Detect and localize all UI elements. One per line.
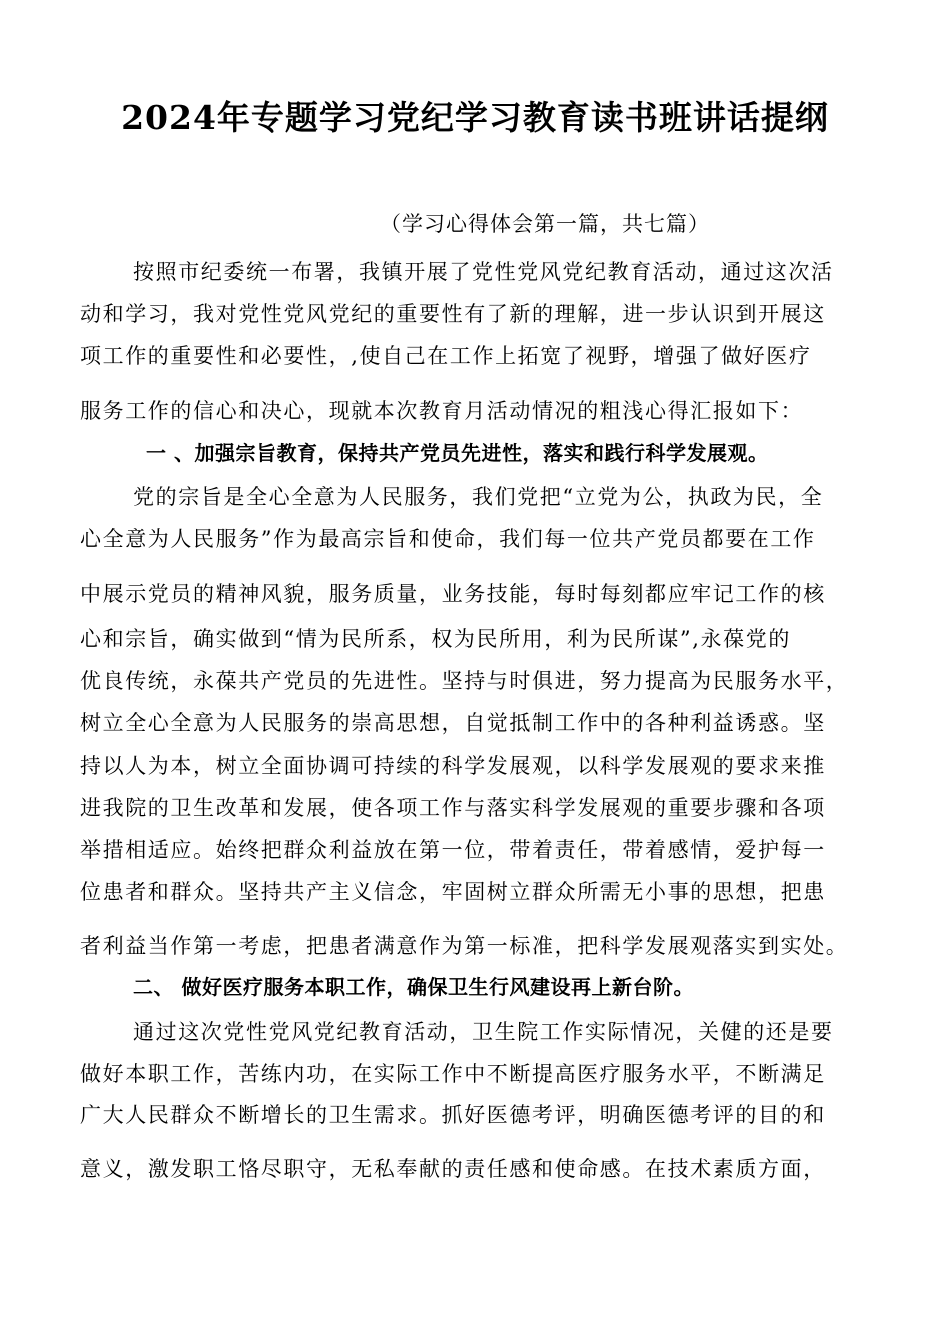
paragraph-line: 心全意为人民服务”作为最高宗旨和使命，我们每一位共产党员都要在工作	[80, 527, 816, 551]
intro-line: 项工作的重要性和必要性，,使自己在工作上拓宽了视野，增强了做好医疗	[80, 344, 812, 368]
paragraph-line: 心和宗旨，确实做到“情为民所系，权为民所用，利为民所谋”,永葆党的	[80, 627, 791, 651]
paragraph-line: 进我院的卫生改革和发展，使各项工作与落实科学发展观的重要步骤和各项	[80, 796, 826, 820]
intro-line: 按照市纪委统一布署，我镇开展了党性党风党纪教育活动，通过这次活	[133, 260, 834, 284]
paragraph-line: 广大人民群众不断增长的卫生需求。抓好医德考评，明确医德考评的目的和	[80, 1103, 826, 1127]
intro-line: 动和学习，我对党性党风党纪的重要性有了新的理解，进一步认识到开展这	[80, 302, 826, 326]
section-heading: 一 、加强宗旨教育，保持共产党员先进性，落实和践行科学发展观。	[146, 441, 769, 465]
paragraph-line: 树立全心全意为人民服务的崇高思想，自觉抵制工作中的各种利益诱惑。坚	[80, 711, 826, 735]
paragraph-line: 者利益当作第一考虑，把患者满意作为第一标准，把科学发展观落实到实处。	[80, 934, 849, 958]
intro-line: 服务工作的信心和决心，现就本次教育月活动情况的粗浅心得汇报如下：	[80, 399, 804, 423]
paragraph-line: 优良传统，永葆共产党员的先进性。坚持与时俱进，努力提高为民服务水平，	[80, 669, 849, 693]
paragraph-line: 举措相适应。始终把群众利益放在第一位，带着责任，带着感情，爱护每一	[80, 838, 826, 862]
paragraph-line: 意义，激发职工恪尽职守，无私奉献的责任感和使命感。在技术素质方面，	[80, 1157, 826, 1181]
paragraph-line: 党的宗旨是全心全意为人民服务，我们党把“立党为公，执政为民，全	[133, 485, 824, 509]
paragraph-line: 做好本职工作，苦练内功，在实际工作中不断提高医疗服务水平，不断满足	[80, 1062, 826, 1086]
paragraph-line: 位患者和群众。坚持共产主义信念，牢固树立群众所需无小事的思想，把患	[80, 880, 826, 904]
paragraph-line: 通过这次党性党风党纪教育活动，卫生院工作实际情况，关健的还是要	[133, 1020, 834, 1044]
document-subtitle: （学习心得体会第一篇，共七篇）	[380, 212, 710, 236]
paragraph-line: 持以人为本，树立全面协调可持续的科学发展观，以科学发展观的要求来推	[80, 754, 826, 778]
paragraph-line: 中展示党员的精神风貌，服务质量，业务技能，每时每刻都应牢记工作的核	[80, 582, 826, 606]
document-title: 2024年专题学习党纪学习教育读书班讲话提纲	[121, 98, 829, 137]
section-heading: 二、 做好医疗服务本职工作，确保卫生行风建设再上新台阶。	[133, 975, 694, 999]
